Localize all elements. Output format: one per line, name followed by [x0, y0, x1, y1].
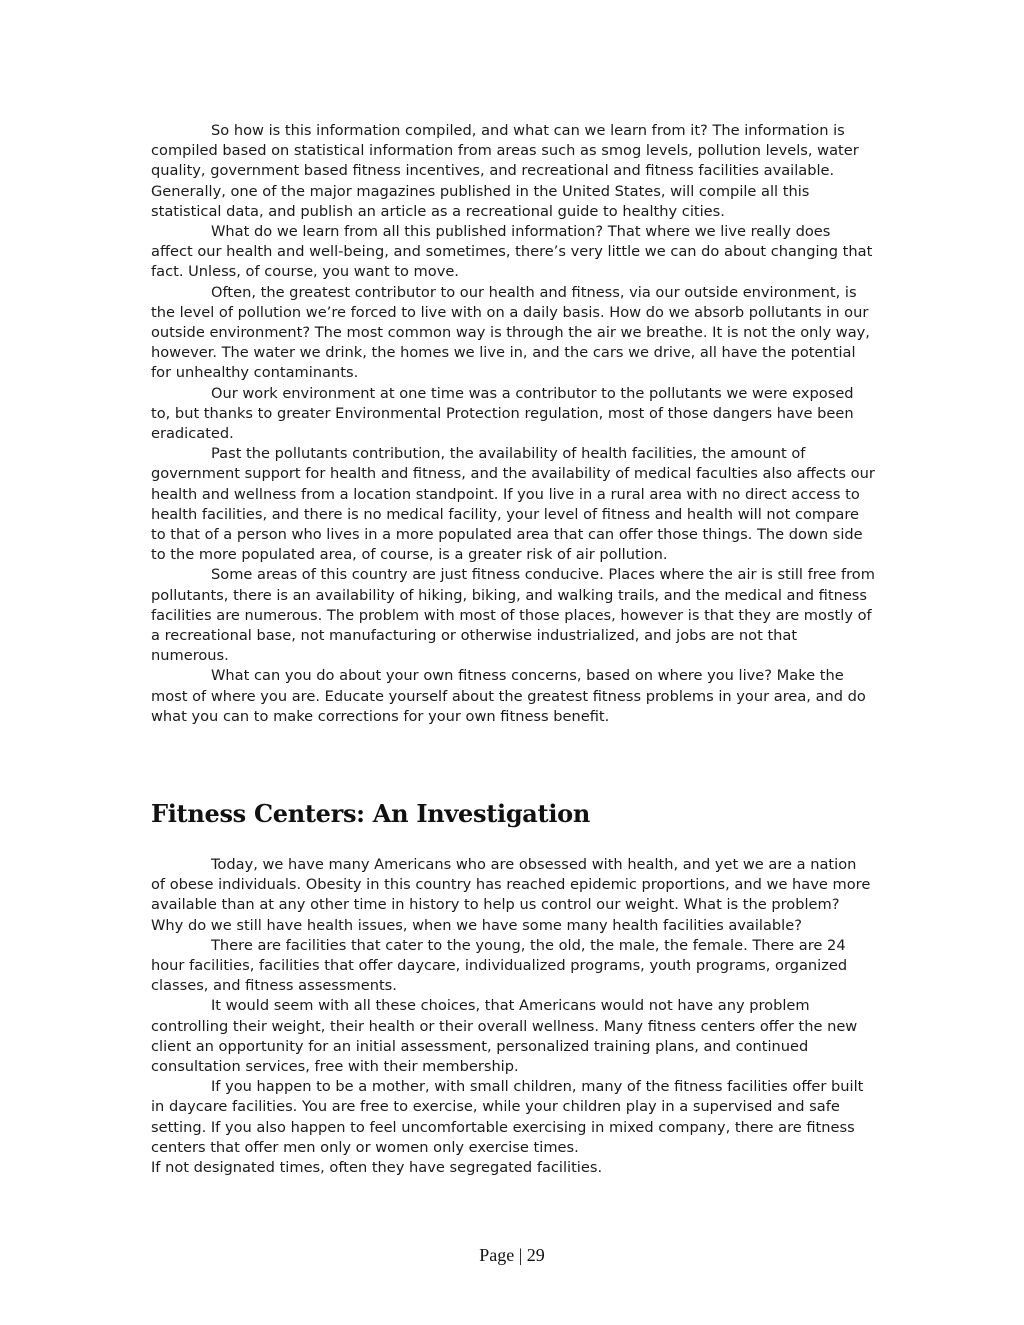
paragraph: If you happen to be a mother, with small children, many of the fitness facilities offer built in daycare facilities. You are free to exercise, while your children play in a supervised and safe setting. If you also happen to feel uncomfortable exercising in mixed company, there are fitness centers that offer men only or women only exercise times. [151, 1078, 864, 1156]
paragraph-unindented: If not designated times, often they have segregated facilities. [151, 1159, 603, 1177]
paragraph: It would seem with all these choices, that Americans would not have any problem controlling their weight, their health or their overall wellness. Many fitness centers offer the new client an opportunity for an initial assessment, personalized training plans, and continued consultation services, free with their membership. [151, 997, 858, 1076]
paragraph: So how is this information compiled, and what can we learn from it? The information is compiled based on statistical information from areas such as smog levels, pollution levels, water quality, government based fitness incentives, and recreational and fitness facilities available. Generally, one of the major magazines published in the United States, will compile all this statistical data, and publish an article as a recreational guide to healthy cities. [151, 122, 859, 220]
paragraph: There are facilities that cater to the young, the old, the male, the female. There are 24 hour facilities, facilities that offer daycare, individualized programs, youth programs, organized classes, and fitness assessments. [151, 936, 848, 995]
paragraph: What can you do about your own fitness concerns, based on where you live? Make the most of where you are. Educate yourself about the greatest fitness problems in your area, and do what you can to make corrections for your own fitness benefit. [151, 667, 866, 725]
paragraph: Past the pollutants contribution, the availability of health facilities, the amount of government support for health and fitness, and the availability of medical faculties also affects our health and wellness from a location standpoint. If you live in a rural area with no direct access to health facilities, and there is no medical facility, your level of fitness and health will not compare to that of a person who lives in a more populated area that can offer those things. The down side to the more populated area, of course, is a greater risk of air pollution. [151, 445, 875, 564]
section-fitness-centers-text [151, 855, 875, 1178]
paragraph: Our work environment at one time was a contributor to the pollutants we were exposed to, but thanks to greater Environmental Protection regulation, most of those dangers have been eradicated. [151, 384, 854, 443]
paragraph: Often, the greatest contributor to our health and fitness, via our outside environment, is the level of pollution we’re forced to live with on a daily basis. How do we absorb pollutants in our outside environment? The most common way is through the air we breathe. It is not the only way, however. The water we drink, the homes we live in, and the cars we drive, all have the potential for unhealthy contaminants. [151, 283, 870, 382]
page-number-footer: Page | 29 [479, 1245, 545, 1265]
paragraph: What do we learn from all this published information? That where we live really does affect our health and well-being, and sometimes, there’s very little we can do about changing that fact. Unless, of course, you want to move. [151, 223, 873, 281]
paragraph: Today, we have many Americans who are obsessed with health, and yet we are a nation of obese individuals. Obesity in this country has reached epidemic proportions, and we have more available than at any other time in history to help us control our weight. What is the problem? Why do we still have health issues, when we have some many health facilities available? [151, 856, 871, 934]
section-environment-text [151, 121, 875, 727]
paragraph: Some areas of this country are just fitness conducive. Places where the air is still free from pollutants, there is an availability of hiking, biking, and walking trails, and the medical and fitness facilities are numerous. The problem with most of those places, however is that they are mostly of a recreational base, not manufacturing or otherwise industrialized, and jobs are not that numerous. [151, 566, 875, 665]
section-heading: Fitness Centers: An Investigation [151, 799, 591, 828]
